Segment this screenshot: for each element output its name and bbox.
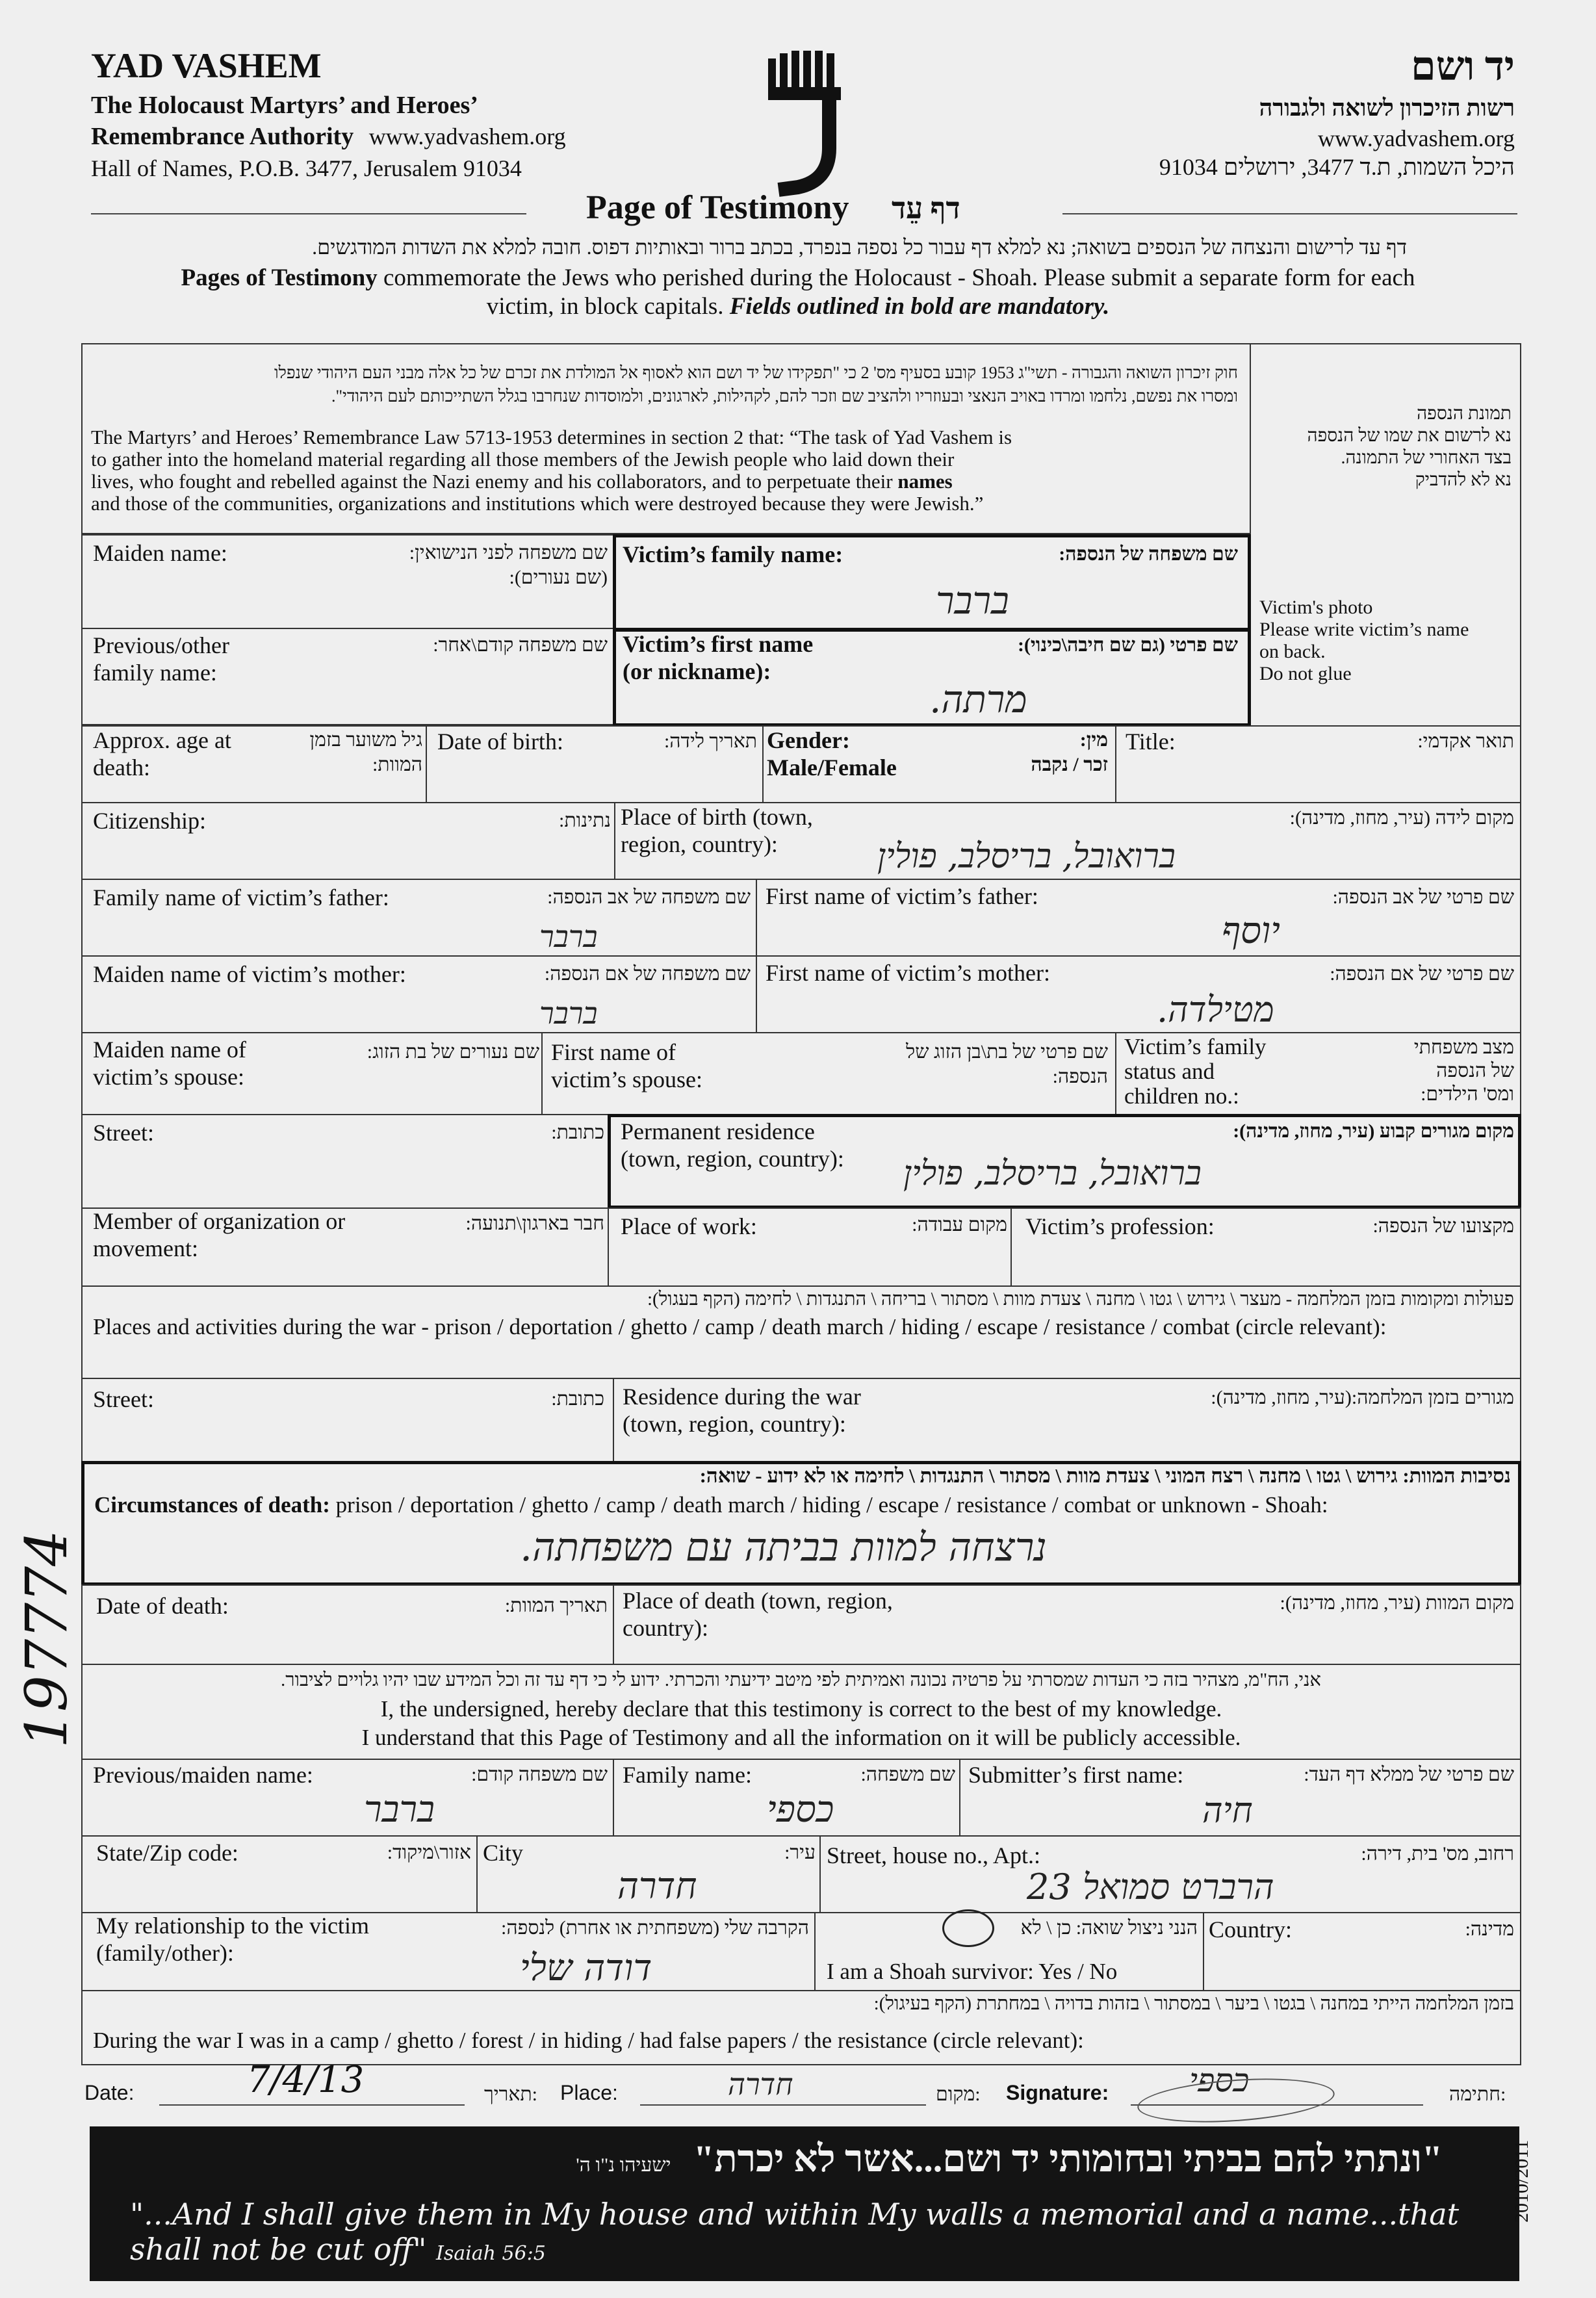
submitter-war-label-he: בזמן המלחמה הייתי במחנה \ בגטו \ ביער \ במסתור \ בזהות בדויה \ במחתרת (הקף בעיגול): [873,1993,1514,2014]
organization-label: Member of organization or movement: [93,1208,346,1261]
victim-first-name-label: Victim’s first name (or nickname): [623,631,814,684]
war-street-label: Street: [93,1386,154,1412]
submitter-first-name-label: Submitter’s first name: [968,1762,1184,1788]
footer-quote-he: "ונתתי להם בביתי ובחומותי יד ושם...אשר לא יכרת" ישעיהו נ"ו ה' [576,2137,1443,2180]
mother-maiden-name-label: Maiden name of victim’s mother: [93,961,406,987]
city-label-he: עיר: [784,1842,816,1863]
profession-label-he: מקצועו של הנספה: [1372,1215,1514,1237]
signature-label: Signature: [1006,2081,1109,2104]
zip-code-label: State/Zip code: [96,1840,238,1866]
permanent-residence-value: ברואובל, בריסלב, פולין [903,1154,1202,1193]
declaration-en: I, the undersigned, hereby declare that this testimony is correct to the best of my knowledge. I understand that this Page of Testimony and all the information on it will be publicly accessible. [361,1696,1241,1750]
header-rule-left [91,213,526,214]
title-label-he: תואר אקדמי: [1417,730,1514,752]
victim-family-name-label-he: שם משפחה של הנספה: [1059,543,1238,565]
father-family-name-label-he: שם משפחה של אב הנספה: [547,886,751,908]
org-name-en: YAD VASHEM [91,46,322,85]
photo-instructions-en: Victim's photo Please write victim’s name on back. Do not glue [1259,597,1469,684]
father-family-name-label: Family name of victim’s father: [93,884,389,910]
maiden-name-label: Maiden name: [93,540,227,566]
family-status-label-he: מצב משפחתי של הנספה ומס' הילדים: [1413,1037,1514,1105]
place-line [640,2104,926,2106]
date-label: Date: [84,2081,135,2104]
age-label: Approx. age at death: [93,727,231,781]
profession-label: Victim’s profession: [1025,1213,1215,1239]
footer-quote-en: "...And I shall give them in My house and within My walls a memorial and a name...that shall not be cut off" Isaiah 56:5 [130,2197,1460,2267]
citizenship-label-he: נתינות: [559,810,611,831]
submitter-previous-name-label: Previous/maiden name: [93,1762,313,1788]
org-authority-en: Remembrance Authority [91,123,354,150]
declaration-he: אני, הח"מ, מצהיר בזה כי העדות שמסרתי על פרטיה נכונה ואמיתית לפי מיטב ידיעתי והכרתי. ידוע לי כי דף עד זה וכל המידע שבו יהיו גלויים לציבור. [281,1670,1321,1690]
circumstances-value: נרצחה למוות בביתה עם משפחתה. [520,1525,1047,1570]
maiden-name-label-he: שם משפחה לפני הנישואין: (שם נעורים): [409,542,608,588]
submitter-previous-name-label-he: שם משפחה קודם: [471,1764,608,1785]
mother-maiden-name-value: ברבר [539,996,598,1031]
circumstances-label: Circumstances of death: prison / deportation / ghetto / camp / death march / hiding / escape / resistance / combat or unknown - Shoah: [94,1492,1328,1517]
signature-flourish [1136,2072,1336,2128]
zip-code-label-he: אזור\מיקוד: [387,1842,471,1863]
mother-maiden-name-label-he: שם משפחה של אם הנספה: [544,963,751,985]
family-status-label: Victim’s family status and children no.: [1124,1034,1267,1109]
victim-first-name-label-he: שם פרטי (גם שם חיבה\כינוי): [1017,634,1238,656]
address-en: Hall of Names, P.O.B. 3477, Jerusalem 91034 [91,155,522,181]
submitter-war-label: During the war I was in a camp / ghetto / forest / in hiding / had false papers / the resistance (circle relevant): [93,2028,1084,2053]
country-label: Country: [1209,1917,1293,1943]
place-value[interactable]: חדרה [728,2067,793,2102]
submitter-first-name-label-he: שם פרטי של ממלא דף העד: [1304,1764,1514,1785]
address-he: היכל השמות, ת.ד 3477, ירושלים 91034 [1159,154,1515,180]
place-of-work-label-he: מקום עבודה: [912,1214,1007,1235]
war-places-label: Places and activities during the war - prison / deportation / ghetto / camp / death march / hiding / escape / resistance / combat (circle relevant): [93,1314,1387,1339]
street-label: Street: [93,1120,154,1146]
place-of-birth-label: Place of birth (town, region, country): [621,804,813,857]
gender-label-he: מין: זכר / נקבה [1031,729,1108,775]
place-of-work-label: Place of work: [621,1213,757,1239]
spouse-maiden-name-label: Maiden name of victim’s spouse: [93,1037,246,1090]
place-label: Place: [560,2081,618,2104]
city-label: City [483,1840,524,1866]
citizenship-label: Citizenship: [93,808,206,834]
date-value[interactable]: 7/4/13 [247,2059,365,2101]
country-label-he: מדינה: [1465,1918,1514,1940]
spouse-maiden-name-label-he: שם נעורים של בת הזוג: [367,1041,539,1063]
father-first-name-value: יוסף [1222,910,1280,952]
date-of-birth-label-he: תאריך לידה: [663,730,757,752]
submitter-previous-name-value: ברבר [364,1788,435,1831]
victim-family-name-value: ברבר [936,578,1009,623]
page-title-en: Page of Testimony [586,189,849,226]
signature-label-he: חתימה: [1449,2084,1506,2105]
mother-first-name-label-he: שם פרטי של אם הנספה: [1330,963,1514,985]
spouse-first-name-label-he: שם פרטי של בת\בן הזוג של הנספה: [906,1041,1108,1087]
previous-name-label-he: שם משפחה קודם\אחר: [433,634,608,656]
law-text-he: חוק זיכרון השואה והגבורה - תשי"ג 1953 קובע בסעיף מס' 2 כי "תפקידו של יד ושם הוא לאסוף אל המולדת את זכרם של כל אלה מבני העם היהודי שנפלו ומסרו את נפשם, נלחמו ומרדו באויב הנאצי ובעוזריו ולהציב שם וזכר להם, לקהילות, לארגונים, ולמוסדות שנחרבו בגלל השתייכותם לעם היהודי". [274,363,1238,406]
mother-first-name-value: מטילדה. [1157,989,1274,1030]
survivor-no-circle [942,1909,994,1947]
header-rule-right [1062,213,1517,214]
relationship-value: דודה שלי [520,1947,652,1989]
place-of-death-label-he: מקום המוות (עיר, מחוז, מדינה): [1280,1592,1514,1614]
place-of-death-label: Place of death (town, region, country): [623,1588,893,1641]
yad-vashem-logo [766,51,843,207]
org-subtitle-he: רשות הזיכרון לשואה ולגבורה [1259,95,1515,121]
permanent-residence-label: Permanent residence (town, region, country): [621,1118,844,1172]
page-title-he: דף עֵד [892,192,960,225]
instructions-he: דף עד לרישום והנצחה של הנספים בשואה; נא למלא דף עבור כל נספה בנפרד, בכתב ברור ובאותיות דפוס. חובה למלא את השדות המודגשים. [312,235,1407,259]
father-family-name-value: ברבר [539,919,598,954]
submitter-street-label: Street, house no., Apt.: [827,1842,1040,1868]
photo-instructions-he: תמונת הנספה נא לרשום את שמו של הנספה בצד האחורי של התמונה. נא לא להדביק [1307,404,1512,490]
war-places-label-he: פעולות ומקומות בזמן המלחמה - מעצר \ גירוש \ גטו \ מחנה \ צעדת מוות \ מסתור \ בריחה \ התנגדות \ לחימה (הקף בעגול): [647,1289,1514,1310]
city-value: חדרה [617,1865,697,1907]
organization-label-he: חבר בארגון\תנועה: [465,1213,604,1234]
org-subtitle-en: The Holocaust Martyrs’ and Heroes’ [91,92,478,119]
place-label-he: מקום: [936,2084,981,2105]
date-of-death-label: Date of death: [96,1593,229,1619]
shoah-survivor-label: I am a Shoah survivor: Yes / No [827,1959,1118,1984]
victim-first-name-value: מרתה. [929,677,1027,721]
father-first-name-label: First name of victim’s father: [766,883,1038,909]
father-first-name-label-he: שם פרטי של אב הנספה: [1332,886,1514,908]
relationship-label: My relationship to the victim (family/other): [96,1913,369,1966]
age-label-he: גיל משוער בזמן המוות: [309,729,422,775]
date-of-death-label-he: תאריך המוות: [504,1595,608,1616]
submitter-family-name-label-he: שם משפחה: [860,1764,955,1785]
org-name-he: יד ושם [1410,45,1515,89]
title-label: Title: [1126,729,1176,755]
date-of-birth-label: Date of birth: [437,729,563,755]
instructions-en: Pages of Testimony commemorate the Jews who perished during the Holocaust - Shoah. Please submit a separate form for each victim, in block capitals. Fields outlined in bold are mandatory. [181,265,1415,320]
submitter-first-name-value: חיה [1202,1790,1253,1831]
permanent-residence-label-he: מקום מגורים קבוע (עיר, מחוז, מדינה): [1233,1120,1514,1142]
place-of-birth-label-he: מקום לידה (עיר, מחוז, מדינה): [1289,807,1514,829]
date-line [159,2104,465,2106]
website-he: www.yadvashem.org [1318,125,1515,151]
mother-first-name-label: First name of victim’s mother: [766,960,1050,986]
circumstances-label-he: נסיבות המוות: גירוש \ גטו \ מחנה \ רצח המוני \ צעדת מוות \ מסתור \ התנגדות \ לחימה או לא ידוע - שואה: [699,1464,1511,1487]
org-line3-en [91,122,566,151]
war-residence-label-he: מגורים בזמן המלחמה:(עיר, מחוז, מדינה): [1211,1387,1514,1408]
submitter-street-value: הרברט סמואל 23 [1027,1866,1274,1907]
shoah-survivor-label-he: הנני ניצול שואה: כן \ לא [1020,1917,1198,1939]
submitter-street-label-he: רחוב, מס' בית, דירה: [1361,1843,1514,1865]
website-en: www.yadvashem.org [368,123,566,149]
war-street-label-he: כתובת: [551,1388,604,1410]
place-of-birth-value: ברואובל, בריסלב, פולין [877,837,1176,876]
date-label-he: תאריך: [484,2084,537,2105]
war-residence-label: Residence during the war (town, region, country): [623,1384,861,1437]
gender-label: Gender: Male/Female [767,727,897,781]
signature-value[interactable]: כספי [1189,2061,1250,2099]
margin-registry-number: 197774 [13,1530,80,1748]
submitter-family-name-value: כספי [767,1788,834,1831]
law-text-en: The Martyrs’ and Heroes’ Remembrance Law 5713-1953 determines in section 2 that: “The task of Yad Vashem is to gather into the homeland material regarding all those members of the Jewish people who laid down their lives, who fought and rebelled against the Nazi enemy and his collaborators, and to perpetuate their names and those of the communities, organizations and institutions which were destroyed because they were Jewish.” [91,426,1012,515]
relationship-label-he: הקרבה שלי (משפחתית או אחרת) לנספה: [501,1917,809,1939]
street-label-he: כתובת: [551,1122,604,1143]
spouse-first-name-label: First name of victim’s spouse: [551,1039,702,1092]
victim-family-name-label: Victim’s family name: [623,541,843,567]
previous-name-label: Previous/other family name: [93,632,229,686]
submitter-family-name-label: Family name: [623,1762,752,1788]
edition-year: 2010/2011 [1511,2139,1532,2223]
